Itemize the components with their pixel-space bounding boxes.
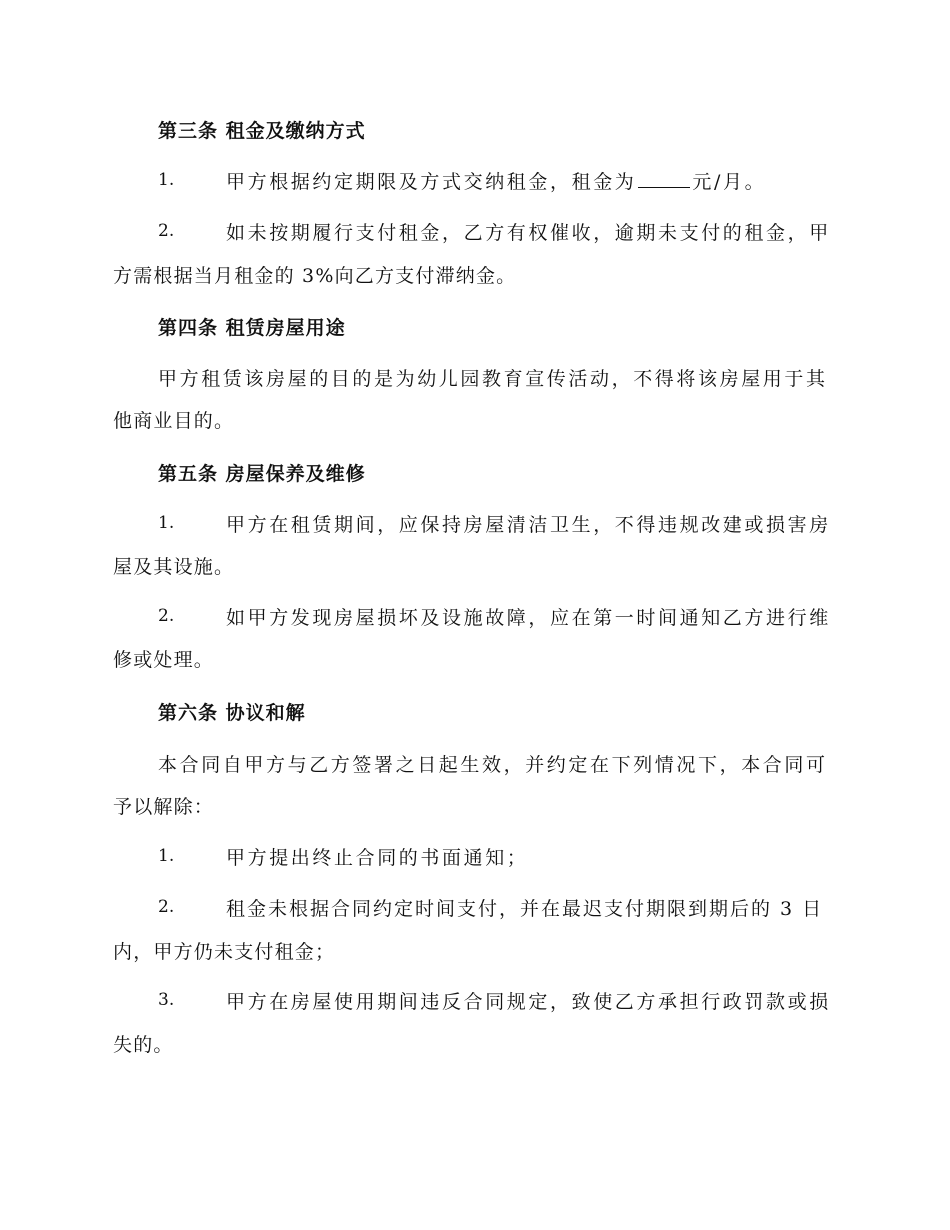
item-text: 甲方根据约定期限及方式交纳租金，租金为 [226, 171, 637, 193]
item-text-unit: 元/月。 [692, 171, 767, 193]
article-4-paragraph-line-1: 甲方租赁该房屋的目的是为幼儿园教育宣传活动，不得将该房屋用于其 [158, 368, 828, 390]
article-5-item-2-line-1: 如甲方发现房屋损坏及设施故障，应在第一时间通知乙方进行维 [226, 607, 831, 629]
article-6-heading: 第六条 协议和解 [158, 702, 306, 724]
article-6-item-1-line-1: 甲方提出终止合同的书面通知； [226, 847, 529, 869]
article-3-heading: 第三条 租金及缴纳方式 [158, 120, 366, 142]
article-6-item-3-line-2: 失的。 [113, 1034, 174, 1056]
list-number: 1. [158, 170, 175, 190]
article-4-heading: 第四条 租赁房屋用途 [158, 317, 346, 339]
article-6-paragraph-line-1: 本合同自甲方与乙方签署之日起生效，并约定在下列情况下，本合同可 [158, 754, 828, 776]
list-number: 2. [158, 606, 175, 626]
article-6-item-2-line-2: 内，甲方仍未支付租金； [113, 941, 336, 963]
article-5-item-1-line-2: 屋及其设施。 [113, 556, 235, 578]
article-5-item-1-line-1: 甲方在租赁期间，应保持房屋清洁卫生，不得违规改建或损害房 [226, 514, 831, 536]
article-6-paragraph-line-2: 予以解除： [113, 796, 215, 818]
article-5-heading: 第五条 房屋保养及维修 [158, 463, 366, 485]
article-3-item-2-line-2: 方需根据当月租金的 3%向乙方支付滞纳金。 [113, 265, 517, 287]
list-number: 2. [158, 221, 175, 241]
list-number: 1. [158, 513, 175, 533]
article-4-paragraph-line-2: 他商业目的。 [113, 410, 235, 432]
article-6-item-3-line-1: 甲方在房屋使用期间违反合同规定，致使乙方承担行政罚款或损 [226, 991, 831, 1013]
list-number: 2. [158, 897, 175, 917]
rent-amount-blank [638, 169, 690, 188]
article-3-item-1 [226, 167, 766, 194]
list-number: 1. [158, 846, 175, 866]
article-5-item-2-line-2: 修或处理。 [113, 649, 215, 671]
article-3-item-2-line-1: 如未按期履行支付租金，乙方有权催收，逾期未支付的租金，甲 [226, 222, 831, 244]
article-6-item-2-line-1: 租金未根据合同约定时间支付，并在最迟支付期限到期后的 3 日 [226, 898, 824, 920]
list-number: 3. [158, 990, 175, 1010]
